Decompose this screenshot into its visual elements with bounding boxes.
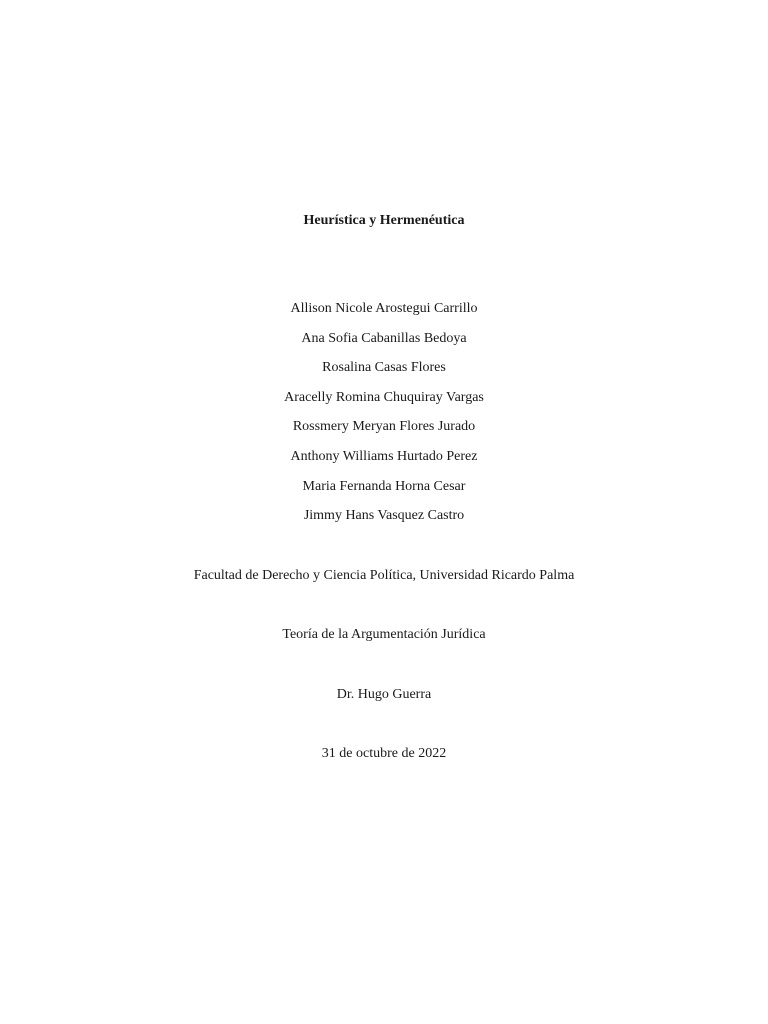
- author-name: Aracelly Romina Chuquiray Vargas: [284, 389, 484, 405]
- author-name: Ana Sofia Cabanillas Bedoya: [301, 330, 467, 346]
- author-name: Anthony Williams Hurtado Perez: [290, 448, 478, 464]
- author-name: Allison Nicole Arostegui Carrillo: [290, 301, 478, 316]
- author-list: [0, 300, 768, 537]
- instructor-name: Dr. Hugo Guerra: [336, 687, 432, 702]
- author-name: Jimmy Hans Vasquez Castro: [303, 508, 465, 524]
- course-name: Teoría de la Argumentación Jurídica: [282, 627, 486, 642]
- document-title: Heurística y Hermenéutica: [303, 213, 465, 228]
- author-name: Rosalina Casas Flores: [322, 360, 446, 376]
- affiliation: Facultad de Derecho y Ciencia Política, Universidad Ricardo Palma: [193, 568, 575, 583]
- author-name: Maria Fernanda Horna Cesar: [302, 478, 466, 494]
- document-date: 31 de octubre de 2022: [321, 746, 447, 761]
- author-name: Rossmery Meryan Flores Jurado: [292, 419, 476, 435]
